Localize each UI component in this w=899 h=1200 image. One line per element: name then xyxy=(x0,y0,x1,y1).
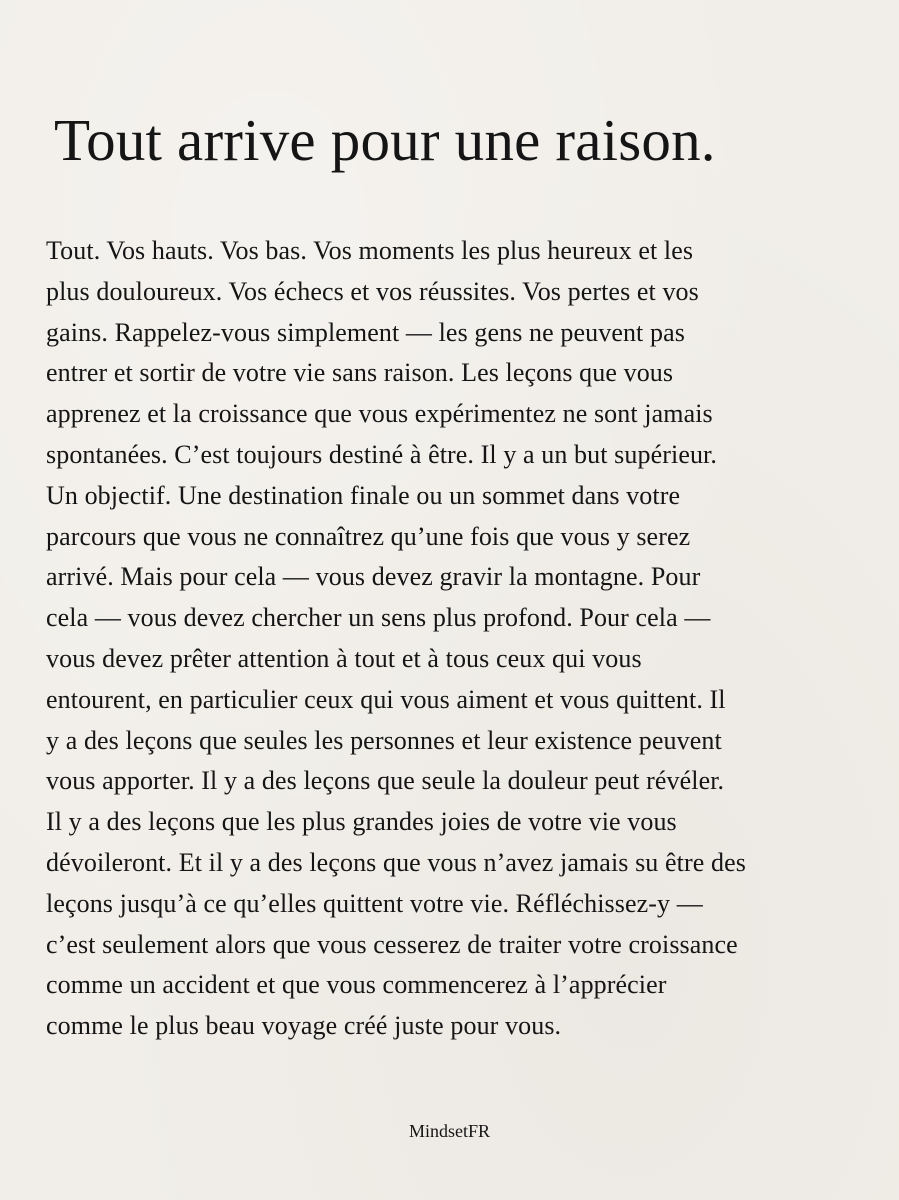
body-line: apprenez et la croissance que vous expérimentez ne sont jamais xyxy=(46,399,713,429)
body-line: arrivé. Mais pour cela — vous devez gravir la montagne. Pour xyxy=(46,562,701,592)
body-line: Tout. Vos hauts. Vos bas. Vos moments les plus heureux et les xyxy=(46,236,694,265)
body-line: cela — vous devez chercher un sens plus profond. Pour cela — xyxy=(46,603,711,633)
page-title: Tout arrive pour une raison. xyxy=(54,107,716,173)
body-line: Un objectif. Une destination finale ou un sommet dans votre xyxy=(46,480,681,510)
body-line: comme un accident et que vous commencerez à l’apprécier xyxy=(46,970,667,1000)
body-line: spontanées. C’est toujours destiné à être. Il y a un but supérieur. xyxy=(46,439,717,469)
body-line: entrer et sortir de votre vie sans raison. Les leçons que vous xyxy=(46,358,674,388)
body-line: plus douloureux. Vos échecs et vos réussites. Vos pertes et vos xyxy=(46,276,699,306)
body-line: Il y a des leçons que les plus grandes joies de votre vie vous xyxy=(46,807,677,837)
body-line: entourent, en particulier ceux qui vous aiment et vous quittent. Il xyxy=(46,684,726,714)
body-line: parcours que vous ne connaîtrez qu’une fois que vous y serez xyxy=(46,521,691,551)
body-line: vous apporter. Il y a des leçons que seule la douleur peut révéler. xyxy=(46,766,725,796)
author-signature: MindsetFR xyxy=(408,1121,491,1141)
body-paragraph xyxy=(46,231,866,1047)
body-line: vous devez prêter attention à tout et à tous ceux qui vous xyxy=(46,643,642,673)
body-line: dévoileront. Et il y a des leçons que vous n’avez jamais su être des xyxy=(46,847,746,877)
body-line: y a des leçons que seules les personnes et leur existence peuvent xyxy=(46,725,722,755)
body-line: comme le plus beau voyage créé juste pour vous. xyxy=(46,1011,562,1041)
body-line: c’est seulement alors que vous cesserez de traiter votre croissance xyxy=(46,929,738,959)
body-line: leçons jusqu’à ce qu’elles quittent votre vie. Réfléchissez-y — xyxy=(46,888,703,918)
body-line: gains. Rappelez-vous simplement — les gens ne peuvent pas xyxy=(46,317,685,347)
